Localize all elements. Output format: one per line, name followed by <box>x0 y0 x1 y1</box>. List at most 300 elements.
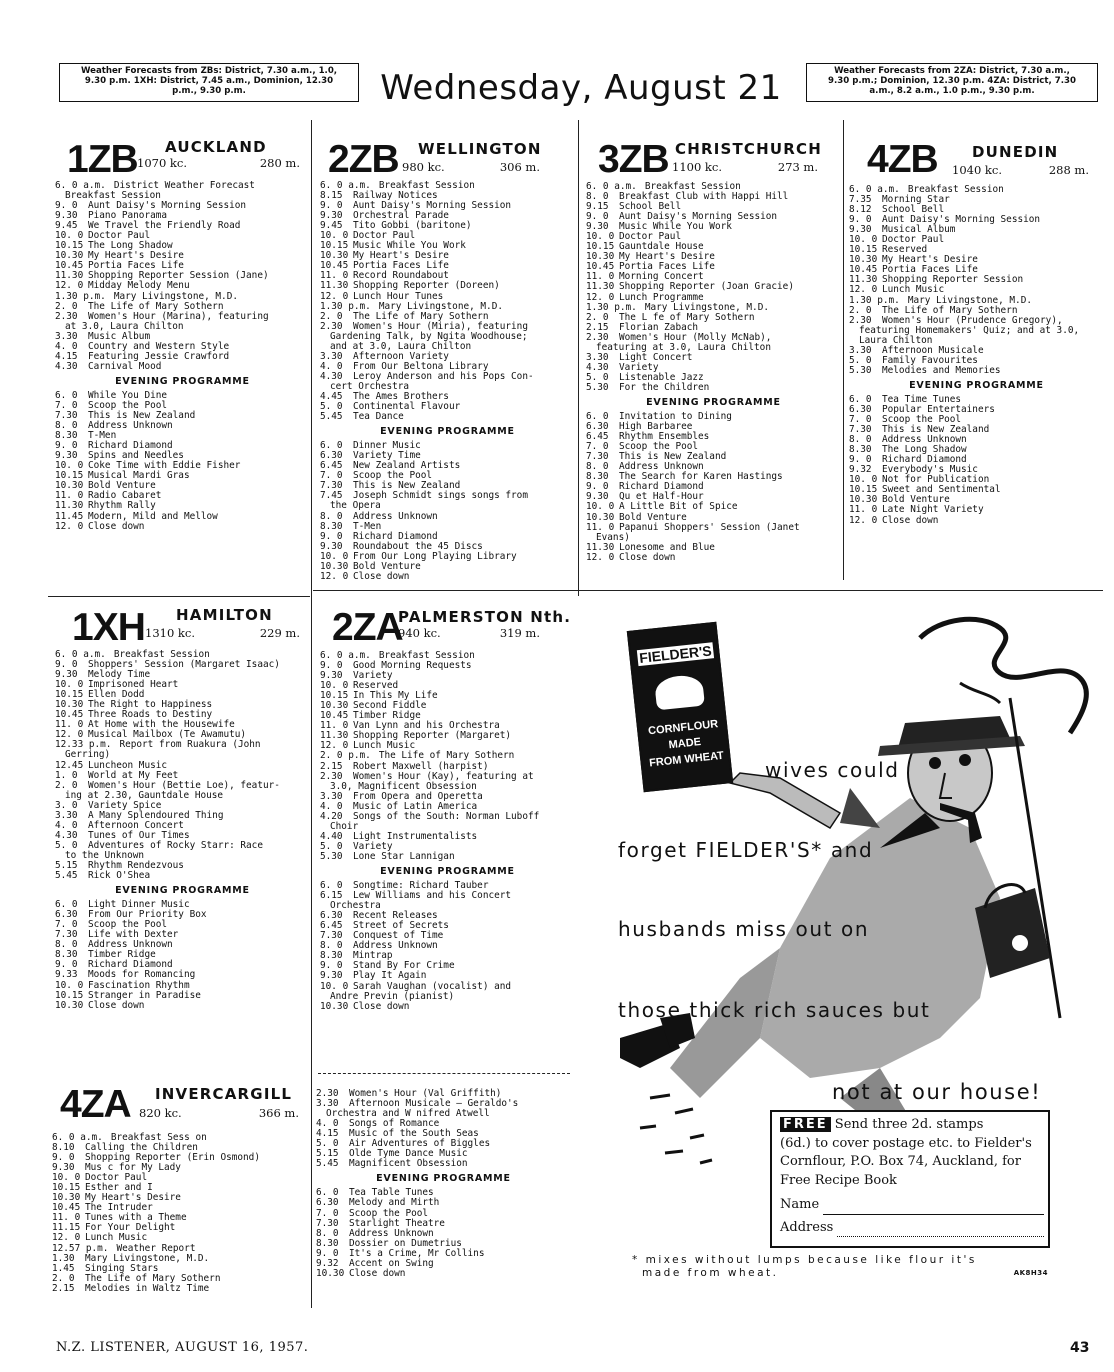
programme-title: Songtime: Richard Tauber <box>353 880 489 892</box>
programme-title: School Bell <box>882 204 945 216</box>
programme-title: Moods for Romancing <box>88 969 196 981</box>
programme-time: 10.30 <box>849 494 878 506</box>
programme-time: 7.30 <box>320 480 343 492</box>
programme-title: Songs of the South: Norman Luboff <box>353 810 540 822</box>
programme-title: Close down <box>349 1267 406 1279</box>
programme-time: 9. 0 <box>55 200 78 212</box>
programme-time: 7.30 <box>55 410 78 422</box>
programme-title: Invitation to Dining <box>619 411 732 423</box>
schedule <box>320 181 575 582</box>
weather-line: 9.30 p.m.; Dominion, 12.30 p.m. 4ZA: District, 7.30 <box>828 76 1076 86</box>
programme-title: Fascination Rhythm <box>88 979 190 991</box>
programme-time: 9.30 <box>849 224 872 236</box>
programme-title: This is New Zealand <box>88 410 196 422</box>
programme-title: Melodies in Waltz Time <box>85 1282 210 1294</box>
programme-time: 8. 0 <box>586 191 609 203</box>
programme-title: High Barbaree <box>619 421 693 433</box>
programme-time: 10.30 <box>320 700 349 712</box>
schedule <box>52 1133 307 1294</box>
programme-time: 7.30 <box>849 424 872 436</box>
station-city: INVERCARGILL <box>155 1085 293 1103</box>
station-callsign: 2ZB <box>328 138 399 181</box>
programme-time: 10.30 <box>55 699 84 711</box>
programme-title: Life with Dexter <box>88 929 179 941</box>
programme-title: Shopping Reporter (Joan Gracie) <box>619 281 794 293</box>
programme-time: 4.30 <box>586 361 609 373</box>
station-frequency: 1070 kc. <box>137 156 187 170</box>
schedule-entry <box>586 553 841 563</box>
programme-title: Radio Cabaret <box>88 490 162 502</box>
programme-title: Rhythm Rally <box>88 500 156 512</box>
programme-time: 4. 0 <box>55 340 78 352</box>
programme-time: 7. 0 <box>316 1207 339 1219</box>
programme-time: 10. 0 <box>849 234 878 246</box>
programme-title: Record Roundabout <box>353 270 449 282</box>
programme-time: 10.30 <box>55 250 84 262</box>
programme-time: 6. 0 <box>316 1187 339 1199</box>
programme-title: Late Night Variety <box>882 504 984 516</box>
programme-title: Aunt Daisy's Morning Session <box>882 214 1041 226</box>
programme-title: Shoppers' Session (Margaret Isaac) <box>88 659 280 671</box>
programme-title: Stranger in Paradise <box>88 989 201 1001</box>
station-frequency: 940 kc. <box>398 626 441 640</box>
programme-continuation: Orchestra <box>330 900 381 912</box>
station-city: HAMILTON <box>176 606 273 624</box>
programme-continuation: ing at 2.30, Gauntdale House <box>65 789 224 801</box>
programme-title: Doctor Paul <box>353 230 416 242</box>
programme-time: 9.30 <box>320 540 343 552</box>
programme-title: Play It Again <box>353 970 427 982</box>
programme-title: Songs of Romance <box>349 1118 440 1130</box>
schedule-entry <box>316 1269 571 1279</box>
programme-time: 12. 0 <box>320 740 349 752</box>
programme-title: Close down <box>353 1000 410 1012</box>
station-city: CHRISTCHURCH <box>675 140 822 158</box>
programme-title: Everybody's Music <box>882 464 978 476</box>
programme-time: 12. 0 <box>849 514 878 526</box>
programme-time: 6.30 <box>320 910 343 922</box>
section-divider <box>318 1073 570 1074</box>
programme-title: T-Men <box>353 520 382 532</box>
programme-title: Scoop the Pool <box>619 441 699 453</box>
programme-title: Lunch Hour Tunes <box>353 290 444 302</box>
programme-title: Modern, Mild and Mellow <box>88 510 218 522</box>
programme-time: 9.30 <box>55 210 78 222</box>
programme-time: 3.30 <box>586 351 609 363</box>
name-field[interactable] <box>823 1201 1044 1215</box>
programme-time: 1. 0 <box>55 769 78 781</box>
programme-time: 3. 0 <box>55 799 78 811</box>
programme-title: A Little Bit of Spice <box>619 501 738 513</box>
programme-time: 4.30 <box>55 360 78 372</box>
coupon-line: Cornflour, P.O. Box 74, Auckland, for <box>780 1154 1021 1169</box>
programme-time: 5. 0 <box>586 371 609 383</box>
station-callsign: 1XH <box>72 606 145 649</box>
programme-time: 10.30 <box>316 1267 345 1279</box>
weather-line: Weather Forecasts from ZBs: District, 7.30 a.m., 1.0, <box>80 66 338 76</box>
programme-time: 7. 0 <box>849 414 872 426</box>
programme-time: 4.30 <box>55 829 78 841</box>
programme-title: Breakfast Session <box>378 180 475 191</box>
programme-title: Address Unknown <box>882 434 967 446</box>
programme-title: T-Men <box>88 430 117 442</box>
programme-time: 6. 0 a.m. <box>52 1132 103 1143</box>
address-field[interactable] <box>837 1223 1044 1237</box>
programme-time: 10. 0 <box>586 231 615 243</box>
programme-title: Rick O'Shea <box>88 870 151 882</box>
station-wavelength: 280 m. <box>259 156 300 170</box>
station-city: WELLINGTON <box>418 140 542 158</box>
programme-title: Starlight Theatre <box>349 1217 445 1229</box>
programme-time: 9.30 <box>320 970 343 982</box>
programme-title: Tea Time Tunes <box>882 393 962 405</box>
column-divider <box>843 120 844 580</box>
ad-footnote <box>632 1254 1052 1280</box>
programme-title: Richard Diamond <box>88 959 173 971</box>
ad-line-5: not at our house! <box>832 1080 1042 1104</box>
schedule-entry <box>586 282 841 292</box>
programme-title: Close down <box>882 514 939 526</box>
programme-time: 11.15 <box>52 1222 81 1234</box>
programme-time: 8. 0 <box>316 1227 339 1239</box>
programme-title: Music of Latin America <box>353 800 478 812</box>
programme-title: Sarah Vaughan (vocalist) and <box>353 980 512 992</box>
programme-title: Bold Venture <box>882 494 950 506</box>
programme-title: Bold Venture <box>619 511 687 523</box>
programme-title: Variety Spice <box>88 799 162 811</box>
programme-title: Mary Livingstone, M.D. <box>85 1252 210 1264</box>
programme-title: Accent on Swing <box>349 1257 434 1269</box>
programme-time: 11.30 <box>320 280 349 292</box>
programme-time: 7.30 <box>586 451 609 463</box>
programme-title: The Long Shadow <box>882 444 967 456</box>
weather-box-left <box>59 63 359 102</box>
programme-title: Qu et Half-Hour <box>619 491 704 503</box>
programme-title: Magnificent Obsession <box>349 1158 468 1170</box>
schedule <box>55 181 310 532</box>
station-callsign: 1ZB <box>67 138 138 181</box>
programme-time: 9. 0 <box>55 440 78 452</box>
ad-line-3: husbands miss out on <box>618 917 870 941</box>
programme-time: 12.45 <box>55 759 84 771</box>
programme-title: Aunt Daisy's Morning Session <box>353 200 512 212</box>
programme-title: Afternoon Musicale — Geraldo's <box>349 1098 519 1110</box>
programme-time: 10.30 <box>320 560 349 572</box>
programme-time: 6. 0 <box>55 389 78 401</box>
programme-time: 3.30 <box>320 350 343 362</box>
programme-time: 9. 0 <box>320 960 343 972</box>
programme-time: 10.30 <box>849 254 878 266</box>
programme-title: Richard Diamond <box>88 440 173 452</box>
programme-continuation: Evans) <box>596 531 630 543</box>
programme-title: Women's Hour (Val Griffith) <box>349 1088 502 1099</box>
evening-programme-heading: EVENING PROGRAMME <box>380 426 515 438</box>
programme-time: 11. 0 <box>320 270 349 282</box>
programme-title: We Travel the Friendly Road <box>88 220 241 232</box>
programme-title: Music of the South Seas <box>349 1128 479 1140</box>
programme-time: 5.30 <box>849 364 872 376</box>
coupon-line: (6d.) to cover postage etc. to Fielder's <box>780 1135 1032 1151</box>
programme-title: Morning Concert <box>619 271 704 283</box>
programme-title: Richard Diamond <box>619 481 704 493</box>
programme-time: 1.30 p.m. <box>55 290 106 302</box>
programme-time: 9.30 <box>52 1162 75 1174</box>
programme-title: Family Favourites <box>882 354 978 366</box>
schedule <box>849 185 1104 526</box>
programme-title: Close down <box>619 551 676 563</box>
programme-time: 6. 0 <box>320 880 343 892</box>
programme-time: 3.30 <box>55 330 78 342</box>
programme-time: 7. 0 <box>586 441 609 453</box>
programme-title: From Our Long Playing Library <box>353 550 517 562</box>
programme-title: Aunt Daisy's Morning Session <box>88 200 247 212</box>
programme-time: 11. 0 <box>55 490 84 502</box>
programme-title: Reserved <box>353 680 399 692</box>
programme-time: 10.30 <box>52 1192 81 1204</box>
programme-time: 10. 0 <box>320 680 349 692</box>
footnote-line: made from wheat. <box>642 1267 779 1279</box>
programme-title: Three Roads to Destiny <box>88 709 213 721</box>
programme-time: 9.30 <box>586 221 609 233</box>
programme-continuation: 3.0, Magnificent Obsession <box>330 780 477 792</box>
programme-time: 6.30 <box>849 403 872 415</box>
programme-title: Portia Faces Life <box>619 261 715 273</box>
programme-title: Doctor Paul <box>85 1172 148 1184</box>
station-callsign: 4ZA <box>60 1083 131 1126</box>
programme-title: The Life of Mary Sothern <box>378 750 515 762</box>
programme-title: From Our Beltona Library <box>353 360 489 372</box>
programme-time: 7. 0 <box>55 399 78 411</box>
programme-title: Scoop the Pool <box>88 919 168 931</box>
programme-time: 10. 0 <box>849 474 878 486</box>
programme-time: 9. 0 <box>586 211 609 223</box>
programme-time: 5. 0 <box>320 401 343 413</box>
programme-title: Continental Flavour <box>353 401 461 413</box>
ad-line-2: forget FIELDER'S* and <box>618 838 874 862</box>
schedule-entry <box>52 1284 307 1294</box>
weather-line: a.m., 8.2 a.m., 1.0 p.m., 9.30 p.m. <box>869 86 1035 96</box>
station-frequency: 1040 kc. <box>952 163 1002 177</box>
programme-time: 11. 0 <box>320 720 349 732</box>
programme-title: Tunes with a Theme <box>85 1212 187 1224</box>
programme-title: This is New Zealand <box>882 424 990 436</box>
programme-title: Address Unknown <box>349 1227 434 1239</box>
programme-title: Railway Notices <box>353 190 438 202</box>
programme-title: Florian Zabach <box>619 321 699 333</box>
programme-title: Morning Star <box>882 194 950 206</box>
programme-title: From Our Priority Box <box>88 909 207 921</box>
station-callsign: 2ZA <box>332 606 403 649</box>
programme-time: 8.10 <box>52 1142 75 1154</box>
programme-time: 9.32 <box>849 464 872 476</box>
schedule-entry <box>320 812 575 822</box>
station-frequency: 980 kc. <box>402 160 445 174</box>
programme-title: Women's Hour (Marina), featuring <box>88 310 269 322</box>
schedule-entry <box>52 1233 307 1243</box>
programme-title: Close down <box>88 999 145 1011</box>
programme-title: Women's Hour (Prudence Gregory), <box>882 314 1063 326</box>
programme-title: Music Album <box>88 330 151 342</box>
programme-title: Second Fiddle <box>353 700 427 712</box>
programme-time: 4.20 <box>320 810 343 822</box>
programme-time: 2.30 <box>320 770 343 782</box>
programme-time: 10.15 <box>320 240 349 252</box>
address-label: Address <box>780 1219 834 1235</box>
programme-time: 4.15 <box>316 1128 339 1140</box>
programme-time: 10.15 <box>849 244 878 256</box>
programme-time: 8. 0 <box>55 939 78 951</box>
programme-title: Portia Faces Life <box>88 260 184 272</box>
programme-time: 9. 0 <box>55 659 78 671</box>
programme-title: Tea Dance <box>353 411 404 423</box>
programme-time: 11. 0 <box>586 271 615 283</box>
programme-title: World at My Feet <box>88 769 179 781</box>
programme-time: 9. 0 <box>849 454 872 466</box>
programme-continuation: to the Unknown <box>65 849 145 861</box>
programme-time: 8.30 <box>55 949 78 961</box>
programme-time: 2. 0 <box>55 300 78 312</box>
programme-title: Dossier on Dumetrius <box>349 1237 462 1249</box>
programme-title: Close down <box>88 520 145 532</box>
programme-time: 10.15 <box>320 690 349 702</box>
page-title: Wednesday, August 21 <box>380 68 782 108</box>
programme-title: Scoop the Pool <box>349 1207 429 1219</box>
programme-time: 8.30 <box>320 950 343 962</box>
programme-title: Tunes of Our Times <box>88 829 190 841</box>
programme-time: 10.15 <box>55 240 84 252</box>
programme-time: 12. 0 <box>586 551 615 563</box>
programme-time: 11.45 <box>55 510 84 522</box>
programme-time: 8. 0 <box>849 434 872 446</box>
programme-title: Mary Livingstone, M.D. <box>907 294 1032 306</box>
ad-code: AK8H34 <box>1013 1269 1048 1277</box>
schedule-entry <box>55 1001 310 1011</box>
programme-time: 9.30 <box>55 669 78 681</box>
programme-title: Dinner Music <box>353 440 421 452</box>
programme-time: 6. 0 <box>55 899 78 911</box>
programme-title: Tea Table Tunes <box>349 1187 434 1199</box>
programme-time: 6.30 <box>320 450 343 462</box>
programme-title: Luncheon Music <box>88 759 168 771</box>
station-wavelength: 288 m. <box>1048 163 1089 177</box>
programme-title: Roundabout the 45 Discs <box>353 540 483 552</box>
programme-time: 8.30 <box>320 520 343 532</box>
programme-time: 10.45 <box>320 710 349 722</box>
programme-title: Esther and I <box>85 1182 153 1194</box>
programme-time: 10.30 <box>586 251 615 263</box>
programme-time: 4. 0 <box>55 819 78 831</box>
programme-time: 2.30 <box>320 320 343 332</box>
schedule-entry <box>849 516 1104 526</box>
programme-title: Country and Western Style <box>88 340 230 352</box>
programme-title: Breakfast Club with Happi Hill <box>619 191 789 203</box>
programme-time: 10.45 <box>52 1202 81 1214</box>
programme-title: Mintrap <box>353 950 393 962</box>
programme-time: 10.15 <box>55 689 84 701</box>
programme-title: Musical Album <box>882 224 956 236</box>
programme-time: 10.30 <box>55 999 84 1011</box>
programme-time: 10.15 <box>849 484 878 496</box>
station-city: PALMERSTON Nth. <box>398 608 572 626</box>
programme-title: From Opera and Operetta <box>353 790 483 802</box>
programme-title: Shopping Reporter (Erin Osmond) <box>85 1152 260 1164</box>
programme-title: New Zealand Artists <box>353 460 461 472</box>
programme-title: This is New Zealand <box>353 480 461 492</box>
programme-time: 8.30 <box>316 1237 339 1249</box>
programme-time: 10. 0 <box>586 501 615 513</box>
programme-title: Doctor Paul <box>882 234 945 246</box>
programme-continuation: cert Orchestra <box>330 380 410 392</box>
programme-title: Address Unknown <box>88 939 173 951</box>
programme-title: The Life of Mary Sothern <box>353 310 489 322</box>
programme-title: Richard Diamond <box>353 530 438 542</box>
schedule-entry <box>849 505 1104 515</box>
station-city: AUCKLAND <box>165 138 267 156</box>
programme-time: 10.45 <box>586 261 615 273</box>
programme-time: 5.45 <box>320 411 343 423</box>
programme-title: The Life of Mary Sothern <box>85 1272 221 1284</box>
programme-title: Timber Ridge <box>353 710 421 722</box>
programme-time: 10.45 <box>849 264 878 276</box>
programme-time: 12. 0 <box>586 291 615 303</box>
programme-time: 9.32 <box>316 1257 339 1269</box>
box-sun <box>654 674 705 711</box>
programme-time: 12.57 p.m. <box>52 1242 109 1254</box>
programme-time: 10.45 <box>55 709 84 721</box>
programme-time: 6.45 <box>320 920 343 932</box>
programme-time: 12. 0 <box>849 284 878 296</box>
programme-title: Breakfast Sess on <box>110 1132 207 1143</box>
programme-title: Midday Melody Menu <box>88 280 190 292</box>
station-wavelength: 366 m. <box>258 1106 299 1120</box>
programme-time: 1.30 <box>52 1252 75 1264</box>
programme-time: 2.30 <box>849 314 872 326</box>
programme-time: 9. 0 <box>320 660 343 672</box>
programme-title: The Search for Karen Hastings <box>619 471 783 483</box>
programme-time: 1.45 <box>52 1262 75 1274</box>
programme-title: Portia Faces Life <box>882 264 978 276</box>
programme-time: 9. 0 <box>316 1247 339 1259</box>
programme-time: 12. 0 <box>55 280 84 292</box>
evening-programme-heading: EVENING PROGRAMME <box>646 396 781 408</box>
programme-title: Piano Panorama <box>88 210 168 222</box>
programme-title: Street of Secrets <box>353 920 449 932</box>
programme-time: 10. 0 <box>320 980 349 992</box>
free-recipe-coupon <box>770 1110 1050 1248</box>
programme-title: Mary Livingstone, M.D. <box>113 290 238 302</box>
programme-title: Shopping Reporter (Doreen) <box>353 280 500 292</box>
programme-title: Women's Hour (Molly McNab), <box>619 331 772 343</box>
column-divider <box>311 120 312 1308</box>
box-line: MADE <box>668 736 702 752</box>
programme-time: 6.15 <box>320 890 343 902</box>
programme-title: School Bell <box>619 201 682 213</box>
programme-title: Mary Livingstone, M.D. <box>644 301 769 313</box>
programme-time: 6. 0 <box>586 411 609 423</box>
programme-title: Conquest of Time <box>353 930 444 942</box>
programme-title: Papanui Shoppers' Session (Janet <box>619 521 800 533</box>
column-divider <box>578 120 579 596</box>
programme-title: Lone Star Lannigan <box>353 850 455 862</box>
schedule-entry <box>320 971 575 981</box>
programme-time: 5.45 <box>55 870 78 882</box>
programme-title: Imprisoned Heart <box>88 679 179 691</box>
programme-title: Variety <box>619 361 659 373</box>
programme-title: In This My Life <box>353 690 438 702</box>
programme-time: 9.45 <box>55 220 78 232</box>
programme-title: Tito Gobbi (baritone) <box>353 220 472 232</box>
programme-time: 4. 0 <box>316 1118 339 1130</box>
